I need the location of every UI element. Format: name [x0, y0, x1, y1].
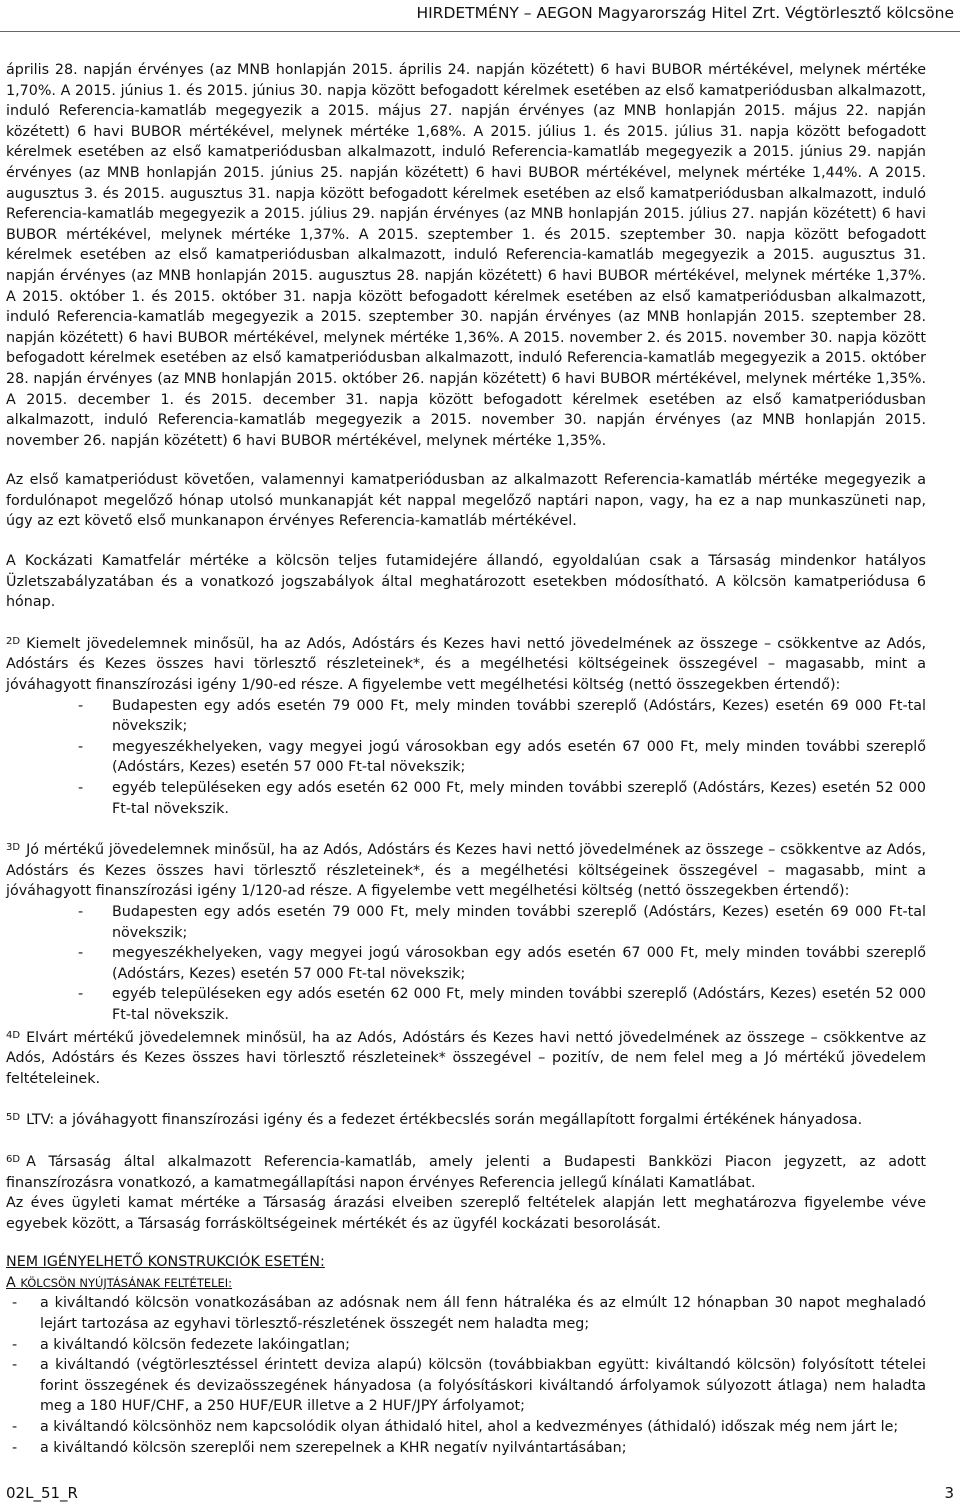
- footnote-3d: [6, 838, 926, 902]
- page-header-title: HIRDETMÉNY – AEGON Magyarország Hitel Zrt. Végtörlesztő kölcsöne: [416, 4, 954, 22]
- list-item: - egyéb településeken egy adós esetén 62 000 Ft, mely minden további szereplő (Adóstárs, Kezes) esetén 52 000 Ft-tal növekszik.: [78, 984, 926, 1025]
- footnote-3d-text: Jó mértékű jövedelemnek minősül, ha az Adós, Adóstárs és Kezes havi nettó jövedelmének az összege – csökkentve az Adós, Adóstárs és Kezes összes havi törlesztő részleteinek*, és a megélhetési költségeinek összegével – magasabb, mint a jóváhagyott finanszírozási igény 1/120-ad része. A figyelembe vett megélhetési költség (nettó összegekben értendő):: [6, 842, 926, 900]
- list-item: - Budapesten egy adós esetén 79 000 Ft, mely minden további szereplő (Adóstárs, Kezes) esetén 69 000 Ft-tal növekszik;: [78, 696, 926, 737]
- footnote-2d-text: Kiemelt jövedelemnek minősül, ha az Adós, Adóstárs és Kezes havi nettó jövedelmének az összege – csökkentve az Adós, Adóstárs és Kezes összes havi törlesztő részleteinek*, és a megélhetési költségeinek összegével – magasabb, mint a jóváhagyott finanszírozási igény 1/90-ed része. A figyelembe vett megélhetési költség (nettó összegekben értendő):: [6, 635, 926, 694]
- document-code: 02L_51_R: [6, 1484, 78, 1502]
- header-divider: [0, 31, 960, 32]
- section-heading-non-eligible: NEM IGÉNYELHETŐ KONSTRUKCIÓK ESETÉN:: [6, 1254, 325, 1271]
- reference-rate-paragraph: április 28. napján érvényes (az MNB honlapján 2015. április 24. napján közétett) 6 havi BUBOR mértékével, melynek mértéke 1,70%. A 2015. június 1. és 2015. június 30. napja között befogadott kérelmek esetében az első kamatperiódusban alkalmazott, induló Referencia-kamatláb megegyezik a 2015. május 27. napján érvényes (az MNB honlapján 2015. május 22. napján közétett) 6 havi BUBOR mértékével, melynek mértéke 1,68%. A 2015. július 1. és 2015. július 31. napja között befogadott kérelmek esetében az első kamatperiódusban alkalmazott, induló Referencia-kamatláb megegyezik a 2015. június 29. napján érvényes (az MNB honlapján 2015. június 25. napján közétett) 6 havi BUBOR mértékével, melynek mértéke 1,44%. A 2015. augusztus 3. és 2015. augusztus 31. napja között befogadott kérelmek esetében az első kamatperiódusban alkalmazott, induló Referencia-kamatláb megegyezik a 2015. július 29. napján érvényes (az MNB honlapján 2015. július 27. napján közétett) 6 havi BUBOR mértékével, melynek mértéke 1,37%. A 2015. szeptember 1. és 2015. szeptember 30. napja között befogadott kérelmek esetében az első kamatperiódusban alkalmazott, induló Referencia-kamatláb megegyezik a 2015. augusztus 31. napján érvényes (az MNB honlapján 2015. augusztus 28. napján közétett) 6 havi BUBOR mértékével, melynek mértéke 1,37%. A 2015. október 1. és 2015. október 31. napja között befogadott kérelmek esetében az első kamatperiódusban alkalmazott, induló Referencia-kamatláb megegyezik a 2015. szeptember 30. napján érvényes (az MNB honlapján 2015. szeptember 28. napján közétett) 6 havi BUBOR mértékével, melynek mértéke 1,36%. A 2015. november 2. és 2015. november 30. napja között befogadott kérelmek esetében az első kamatperiódusban alkalmazott, induló Referencia-kamatláb megegyezik a 2015. október 28. napján érvényes (az MNB honlapján 2015. október 26. napján közétett) 6 havi BUBOR mértékével, melynek mértéke 1,35%. A 2015. december 1. és 2015. december 31. napja között befogadott kérelmek esetében az első kamatperiódusban alkalmazott, induló Referencia-kamatláb megegyezik a 2015. november 30. napján érvényes (az MNB honlapján 2015. november 26. napján közétett) 6 havi BUBOR mértékével, melynek mértéke 1,35%.: [6, 62, 926, 449]
- list-item: - megyeszékhelyeken, vagy megyei jogú városokban egy adós esetén 67 000 Ft, mely minden további szereplő (Adóstárs, Kezes) esetén 57 000 Ft-tal növekszik;: [78, 737, 926, 778]
- subheading-loan-conditions: [6, 1273, 926, 1294]
- list-item: - a kiváltandó kölcsön fedezete lakóingatlan;: [6, 1335, 926, 1356]
- footnote-5d-mark: 5D: [6, 1112, 21, 1124]
- list-item: - a kiváltandó kölcsönhöz nem kapcsolódik olyan áthidaló hitel, ahol a kedvezményes (áthidaló) időszak még nem járt le;: [6, 1417, 926, 1438]
- page-number: 3: [944, 1484, 954, 1502]
- footnote-2d-list: [6, 696, 926, 820]
- conditions-list: [6, 1293, 926, 1458]
- footnote-6d: [6, 1150, 926, 1193]
- list-item: - egyéb településeken egy adós esetén 62 000 Ft, mely minden további szereplő (Adóstárs, Kezes) esetén 52 000 Ft-tal növekszik.: [78, 778, 926, 819]
- footnote-4d: [6, 1026, 926, 1090]
- list-item: - a kiváltandó kölcsön szereplői nem szerepelnek a KHR negatív nyilvántartásában;: [6, 1438, 926, 1459]
- footnote-2d-mark: 2D: [6, 635, 21, 647]
- footnote-3d-mark: 3D: [6, 842, 21, 854]
- footnote-3d-list: [6, 902, 926, 1026]
- list-item: - a kiváltandó (végtörlesztéssel érintett deviza alapú) kölcsön (továbbiakban együtt: kiváltandó kölcsön) folyósított tételei forint összegének és devizaösszegének hányadosa (a folyósításkori kiváltandó árfolyamok súlyozott átlaga) nem haladta meg a 180 HUF/CHF, a 250 HUF/EUR illetve a 2 HUF/JPY árfolyamot;: [6, 1355, 926, 1417]
- footnote-5d-text: LTV: a jóváhagyott finanszírozási igény és a fedezet értékbecslés során megállapított forgalmi értékének hányadosa.: [26, 1112, 863, 1129]
- subsequent-periods-paragraph: Az első kamatperiódust követően, valamennyi kamatperiódusban az alkalmazott Referencia-kamatláb mértéke megegyezik a fordulónapot megelőző hónap utolsó munkanapját két nappal megelőző naptári napon, vagy, ha ez a nap munkaszüneti nap, úgy az ezt követő első munkanapon érvényes Referencia-kamatláb mértékével.: [6, 472, 926, 530]
- list-item: - megyeszékhelyeken, vagy megyei jogú városokban egy adós esetén 67 000 Ft, mely minden további szereplő (Adóstárs, Kezes) esetén 57 000 Ft-tal növekszik;: [78, 943, 926, 984]
- subheading-first-letter: A: [6, 1274, 16, 1291]
- risk-premium-paragraph: A Kockázati Kamatfelár mértéke a kölcsön teljes futamidejére állandó, egyoldalúan csak a Társaság mindenkor hatályos Üzletszabályzatában és a vonatkozó jogszabályok által meghatározott esetekben módosítható. A kölcsön kamatperiódusa 6 hónap.: [6, 553, 926, 611]
- list-item: - a kiváltandó kölcsön vonatkozásában az adósnak nem áll fenn hátraléka és az elmúlt 12 hónapban 30 napot meghaladó lejárt tartozása az egyhavi törlesztő-részletének összegét nem haladta meg;: [6, 1293, 926, 1334]
- subheading-rest: KÖLCSÖN NYÚJTÁSÁNAK FELTÉTELEI:: [20, 1275, 233, 1290]
- footnote-5d: [6, 1108, 926, 1131]
- annual-interest-paragraph: Az éves ügyleti kamat mértéke a Társaság árazási elveiben szereplő feltételek alapján lett meghatározva figyelembe véve egyebek között, a Társaság forrásköltségeinek mértékét és az ügyfél kockázati besorolását.: [6, 1195, 926, 1232]
- footnote-2d: [6, 632, 926, 696]
- list-item: - Budapesten egy adós esetén 79 000 Ft, mely minden további szereplő (Adóstárs, Kezes) esetén 69 000 Ft-tal növekszik;: [78, 902, 926, 943]
- footnote-6d-text: A Társaság által alkalmazott Referencia-kamatláb, amely jelenti a Budapesti Bankközi Piacon jegyzett, az adott finanszírozásra vonatkozó, a kamatmegállapítási napon érvényes Referencia jellegű kínálati Kamatlábat.: [6, 1153, 926, 1191]
- footnote-4d-mark: 4D: [6, 1029, 21, 1041]
- footnote-4d-text: Elvárt mértékű jövedelemnek minősül, ha az Adós, Adóstárs és Kezes havi nettó jövedelmének az összege – csökkentve az Adós, Adóstárs és Kezes összes havi törlesztő részleteinek* összegével – pozitív, de nem felel meg a Jó mértékű jövedelem feltételeinek.: [6, 1029, 926, 1087]
- document-body: [6, 60, 926, 1458]
- footnote-6d-mark: 6D: [6, 1153, 21, 1165]
